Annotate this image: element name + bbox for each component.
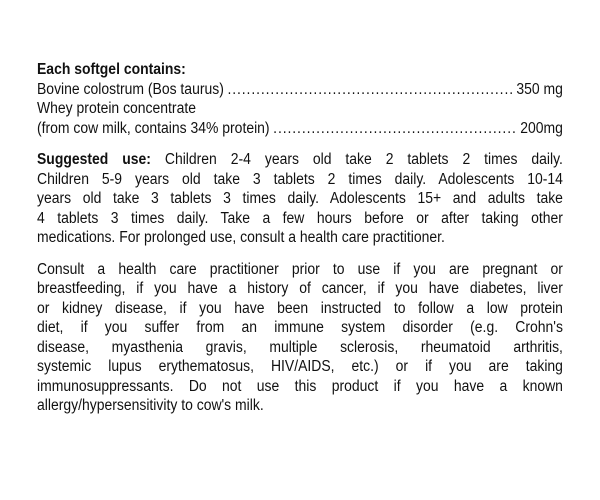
suggested-use-label: Suggested use: (37, 151, 151, 168)
warning-line: diet, if you suffer from an immune system disorder (e.g. Crohn's (37, 319, 563, 336)
warning-line: or kidney disease, if you have been instructed to follow a low protein (37, 299, 563, 317)
ingredient-name: Bovine colostrum (Bos taurus) (37, 80, 224, 98)
ingredient-row-colostrum (37, 80, 563, 100)
suggested-use-line: years old take 3 tablets 3 times daily. Adolescents 15+ and adults take (37, 190, 563, 207)
ingredient-amount: 200mg (520, 119, 563, 137)
contents-heading: Each softgel contains: (37, 61, 186, 78)
dot-leader (227, 80, 512, 100)
suggested-use-line (37, 150, 563, 170)
warning-line: Consult a health care practitioner prior to use if you are pregnant or (37, 260, 563, 278)
warning-line: systemic lupus erythematosus, HIV/AIDS, etc.) or if you are taking (37, 358, 563, 375)
warning-line: breastfeeding, if you have a history of cancer, if you have diabetes, liver (37, 280, 563, 297)
suggested-use-line: medications. For prolonged use, consult a health care practitioner. (37, 229, 445, 246)
warning-line: immunosuppressants. Do not use this product if you have a known (37, 377, 563, 395)
warning-paragraph (37, 260, 563, 416)
suggested-use-paragraph (37, 150, 563, 248)
product-label-panel (37, 60, 563, 416)
ingredient-row-whey (37, 119, 563, 139)
ingredient-name-detail: (from cow milk, contains 34% protein) (37, 119, 270, 137)
suggested-use-line: Children 5-9 years old take 3 tablets 2 times daily. Adolescents 10-14 (37, 170, 563, 188)
suggested-use-text: Children 2-4 years old take 2 tablets 2 times daily. (150, 151, 563, 168)
ingredient-name-whey: Whey protein concentrate (37, 100, 196, 117)
dot-leader (273, 119, 516, 139)
warning-line: disease, myasthenia gravis, multiple sclerosis, rheumatoid arthritis, (37, 338, 563, 356)
suggested-use-line: 4 tablets 3 times daily. Take a few hours before or after taking other (37, 209, 563, 227)
ingredient-amount: 350 mg (516, 80, 563, 98)
warning-line: allergy/hypersensitivity to cow's milk. (37, 397, 264, 414)
